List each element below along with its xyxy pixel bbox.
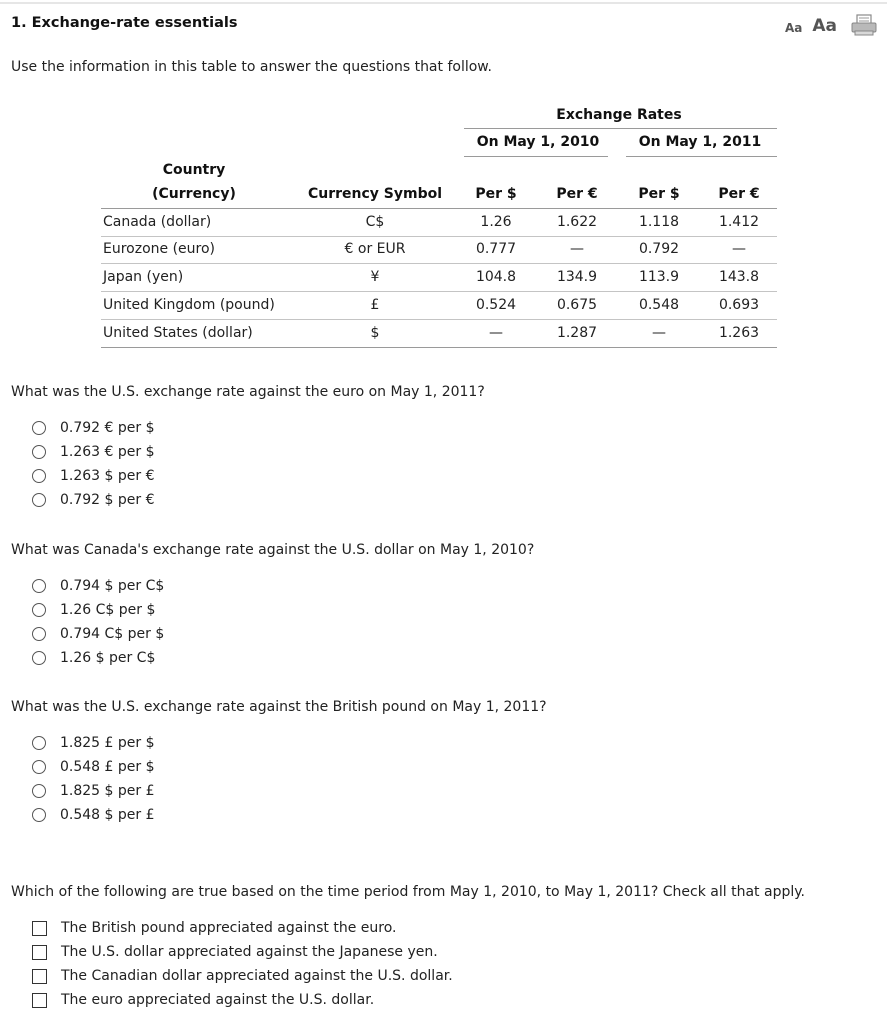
radio-button[interactable] — [32, 784, 46, 798]
group-header-rule — [464, 128, 777, 129]
option-label: 1.263 $ per € — [60, 468, 155, 484]
question-1-options — [32, 416, 155, 512]
radio-button[interactable] — [32, 579, 46, 593]
header-rule — [101, 208, 777, 209]
col-header-per-euro-2011: Per € — [718, 186, 760, 202]
radio-option[interactable] — [32, 440, 155, 464]
period-2010-rule — [464, 156, 608, 157]
table-cell-country: Canada (dollar) — [103, 214, 212, 230]
col-header-per-dollar-2010: Per $ — [475, 186, 517, 202]
table-cell-symbol: ¥ — [370, 269, 380, 285]
group-header-exchange-rates: Exchange Rates — [556, 107, 682, 123]
checkbox-option[interactable] — [32, 940, 453, 964]
table-cell-per-dollar-2010: 1.26 — [480, 214, 512, 230]
option-label: The British pound appreciated against the euro. — [61, 920, 397, 936]
table-cell-symbol: € or EUR — [344, 241, 406, 257]
period-2011-header: On May 1, 2011 — [638, 134, 762, 150]
option-label: 0.794 C$ per $ — [60, 626, 165, 642]
col-header-symbol: Currency Symbol — [307, 186, 443, 202]
checkbox[interactable] — [32, 945, 47, 960]
checkbox-option[interactable] — [32, 988, 453, 1012]
option-label: 0.548 $ per £ — [60, 807, 155, 823]
question-4-options — [32, 916, 453, 1012]
exchange-rate-table — [0, 0, 887, 360]
table-cell-symbol: $ — [370, 325, 380, 341]
radio-option[interactable] — [32, 731, 155, 755]
checkbox[interactable] — [32, 969, 47, 984]
question-2-options — [32, 574, 164, 670]
table-cell-per-euro-2011: 143.8 — [718, 269, 760, 285]
row-rule — [101, 236, 777, 237]
table-cell-per-euro-2010: 134.9 — [556, 269, 598, 285]
radio-button[interactable] — [32, 651, 46, 665]
font-size-increase-button[interactable]: Aa — [812, 16, 837, 36]
radio-button[interactable] — [32, 760, 46, 774]
table-cell-per-euro-2010: 1.622 — [556, 214, 598, 230]
table-cell-per-euro-2010: 1.287 — [556, 325, 598, 341]
radio-option[interactable] — [32, 622, 164, 646]
table-cell-country: Japan (yen) — [103, 269, 184, 285]
option-label: 0.548 £ per $ — [60, 759, 155, 775]
option-label: 1.825 £ per $ — [60, 735, 155, 751]
radio-button[interactable] — [32, 445, 46, 459]
question-4-prompt: Which of the following are true based on the time period from May 1, 2010, to May 1, 2011? Check all that apply. — [11, 884, 805, 900]
question-1-prompt: What was the U.S. exchange rate against the euro on May 1, 2011? — [11, 384, 485, 400]
table-cell-per-euro-2011: 1.412 — [718, 214, 760, 230]
option-label: The euro appreciated against the U.S. dollar. — [61, 992, 375, 1008]
option-label: 0.792 $ per € — [60, 492, 155, 508]
radio-option[interactable] — [32, 598, 164, 622]
question-2-prompt: What was Canada's exchange rate against the U.S. dollar on May 1, 2010? — [11, 542, 535, 558]
radio-option[interactable] — [32, 803, 155, 827]
option-label: 0.794 $ per C$ — [60, 578, 165, 594]
intro-text: Use the information in this table to answer the questions that follow. — [11, 59, 492, 75]
radio-option[interactable] — [32, 755, 155, 779]
question-3-prompt: What was the U.S. exchange rate against the British pound on May 1, 2011? — [11, 699, 547, 715]
table-cell-per-dollar-2011: 0.792 — [638, 241, 680, 257]
font-size-decrease-button[interactable]: Aa — [784, 21, 803, 35]
radio-option[interactable] — [32, 779, 155, 803]
row-rule — [101, 291, 777, 292]
option-label: 1.825 $ per £ — [60, 783, 155, 799]
radio-option[interactable] — [32, 646, 164, 670]
period-2010-header: On May 1, 2010 — [476, 134, 600, 150]
table-cell-country: United Kingdom (pound) — [103, 297, 275, 313]
table-cell-per-dollar-2010: 0.524 — [475, 297, 517, 313]
radio-button[interactable] — [32, 469, 46, 483]
radio-option[interactable] — [32, 416, 155, 440]
question-3-options — [32, 731, 155, 827]
option-label: 0.792 € per $ — [60, 420, 155, 436]
checkbox-option[interactable] — [32, 916, 453, 940]
radio-button[interactable] — [32, 603, 46, 617]
radio-button[interactable] — [32, 736, 46, 750]
radio-button[interactable] — [32, 421, 46, 435]
table-cell-per-dollar-2010: 0.777 — [475, 241, 517, 257]
table-cell-per-dollar-2010: — — [489, 325, 503, 341]
radio-option[interactable] — [32, 488, 155, 512]
table-cell-per-dollar-2011: 113.9 — [638, 269, 680, 285]
page-title: 1. Exchange-rate essentials — [11, 15, 238, 31]
table-cell-per-euro-2010: 0.675 — [556, 297, 598, 313]
option-label: 1.26 $ per C$ — [60, 650, 156, 666]
checkbox[interactable] — [32, 921, 47, 936]
table-cell-country: United States (dollar) — [103, 325, 253, 341]
table-cell-per-dollar-2011: 1.118 — [638, 214, 680, 230]
checkbox-option[interactable] — [32, 964, 453, 988]
table-cell-symbol: £ — [370, 297, 380, 313]
radio-button[interactable] — [32, 493, 46, 507]
checkbox[interactable] — [32, 993, 47, 1008]
option-label: 1.26 C$ per $ — [60, 602, 156, 618]
radio-button[interactable] — [32, 808, 46, 822]
table-bottom-rule — [101, 347, 777, 348]
row-rule — [101, 263, 777, 264]
radio-option[interactable] — [32, 464, 155, 488]
col-header-per-euro-2010: Per € — [556, 186, 598, 202]
option-label: The Canadian dollar appreciated against the U.S. dollar. — [61, 968, 453, 984]
option-label: The U.S. dollar appreciated against the Japanese yen. — [61, 944, 438, 960]
table-cell-country: Eurozone (euro) — [103, 241, 216, 257]
table-cell-per-euro-2010: — — [570, 241, 584, 257]
option-label: 1.263 € per $ — [60, 444, 155, 460]
period-2011-rule — [626, 156, 777, 157]
row-rule — [101, 319, 777, 320]
radio-option[interactable] — [32, 574, 164, 598]
col-header-country: Country — [162, 162, 226, 178]
table-cell-per-euro-2011: — — [732, 241, 746, 257]
col-header-per-dollar-2011: Per $ — [638, 186, 680, 202]
radio-button[interactable] — [32, 627, 46, 641]
table-cell-per-euro-2011: 1.263 — [718, 325, 760, 341]
table-cell-per-dollar-2011: — — [652, 325, 666, 341]
table-cell-per-dollar-2010: 104.8 — [475, 269, 517, 285]
table-cell-symbol: C$ — [365, 214, 385, 230]
table-cell-per-dollar-2011: 0.548 — [638, 297, 680, 313]
col-header-currency: (Currency) — [152, 186, 236, 202]
table-cell-per-euro-2011: 0.693 — [718, 297, 760, 313]
